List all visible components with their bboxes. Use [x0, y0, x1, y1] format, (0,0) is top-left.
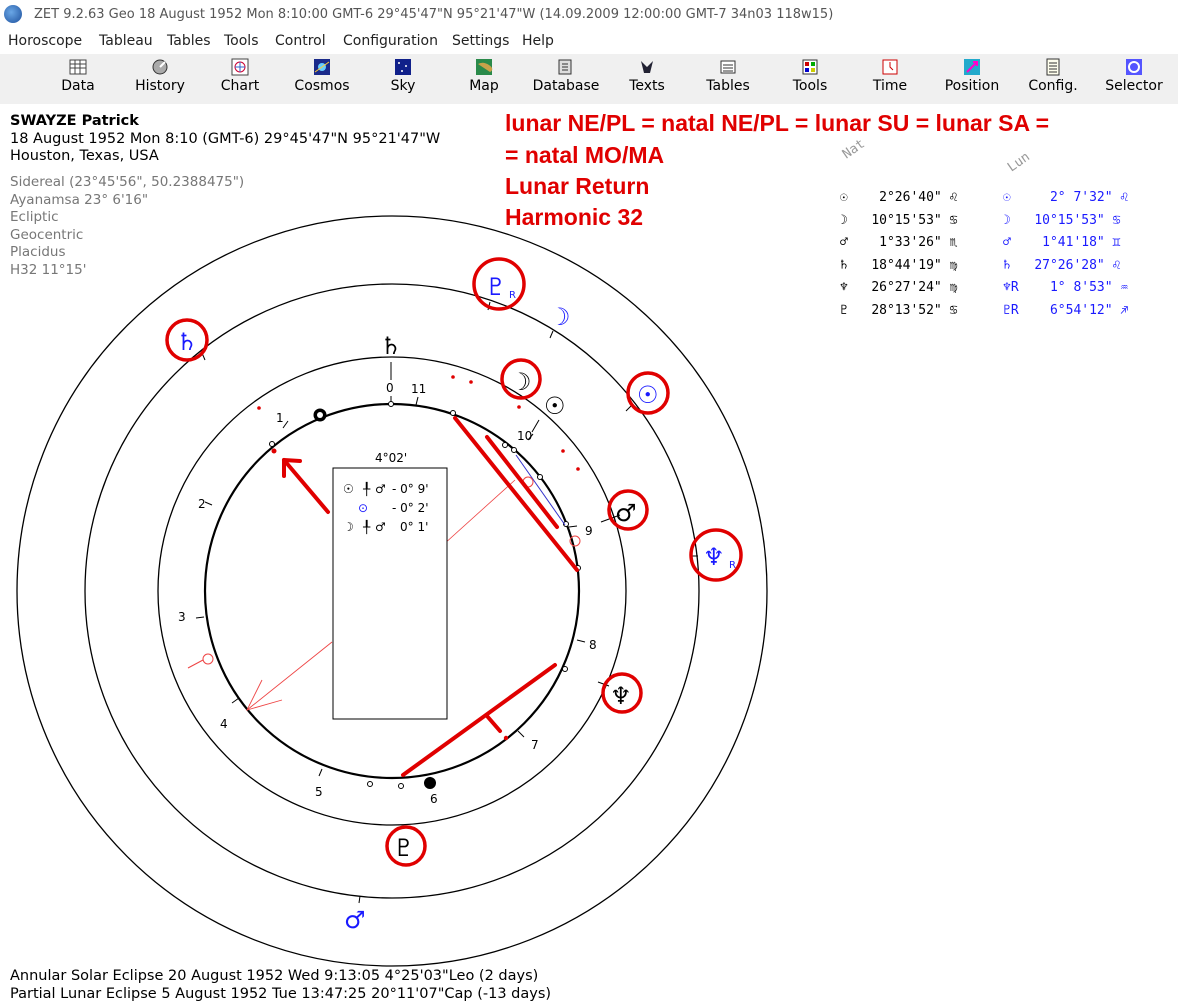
setting-ayanamsa: Ayanamsa 23° 6'16": [10, 192, 149, 208]
virgo-icon: ♍: [949, 280, 958, 295]
eclipse-solar: Annular Solar Eclipse 20 August 1952 Wed 9:13:05 4°25'03"Leo (2 days): [10, 968, 539, 984]
leo-icon: ♌: [1112, 257, 1121, 273]
natal-mars-value: 1°33'26": [879, 235, 942, 250]
menu-control[interactable]: Control: [275, 33, 326, 49]
house-5-label: 5: [315, 785, 323, 799]
toolbar-texts-label: Texts: [629, 78, 665, 94]
natal-sun-value: 2°26'40": [879, 190, 942, 205]
setting-sidereal: Sidereal (23°45'56", 50.2388475"): [10, 174, 245, 190]
aspect-line-2: [516, 455, 565, 525]
setting-ecliptic: Ecliptic: [10, 209, 59, 225]
lunar-neptune-value: 1° 8'53": [1049, 280, 1113, 295]
annotation-line-3: Lunar Return: [505, 173, 650, 199]
pluto-glyph-icon: ♇R: [1003, 302, 1019, 318]
lunar-pluto-icon: ♇: [485, 273, 507, 301]
natal-mars-icon: ♂: [615, 499, 637, 527]
saturn-glyph-icon: ♄: [840, 257, 848, 273]
lunar-pluto-retro-label: R: [509, 290, 516, 301]
toolbar-tables-label: Tables: [706, 78, 750, 94]
menu-configuration[interactable]: Configuration: [343, 33, 438, 49]
sagittarius-icon: ♐: [1120, 302, 1129, 318]
natal-moon-value: 10°15'53": [871, 212, 942, 228]
aquarius-icon: ♒: [1120, 280, 1129, 295]
lunar-header: Lun: [1005, 149, 1033, 176]
house-0-label: 0: [386, 381, 394, 395]
menu-horoscope[interactable]: Horoscope: [8, 33, 83, 49]
lunar-neptune-retro-label: R: [729, 560, 736, 571]
arrow-line: [247, 642, 332, 710]
toolbar-tools-label: Tools: [792, 78, 828, 94]
window-title: ZET 9.2.63 Geo 18 August 1952 Mon 8:10:00 GMT-6 29°45'47"N 95°21'47"W (14.09.2009 12:00:00 GMT-7 34n03 118w15): [34, 7, 834, 22]
setting-geocentric: Geocentric: [10, 227, 84, 243]
annotation-line-1: lunar NE/PL = natal NE/PL = lunar SU = lunar SA =: [505, 110, 1050, 136]
descendant-marker: [424, 777, 436, 789]
natal-saturn-value: 18°44'19": [871, 257, 942, 273]
toolbar-history-label: History: [135, 78, 185, 94]
aspect-row-1-a: ☉: [343, 482, 354, 496]
aspect-row-1-val: - 0° 9': [392, 482, 429, 496]
natal-pluto-icon: ♇: [393, 834, 415, 862]
aspect-row-3-val: 0° 1': [400, 520, 429, 534]
lunar-mars-value: 1°41'18": [1042, 235, 1105, 250]
virgo-icon: ♍: [949, 257, 958, 273]
toolbar-time-label: Time: [872, 78, 908, 94]
lunar-moon-value: 10°15'53": [1034, 212, 1105, 228]
leo-icon: ♌: [1120, 190, 1129, 205]
lunar-saturn-value: 27°26'28": [1034, 257, 1105, 273]
natal-pluto-value: 28°13'52": [871, 302, 942, 318]
cancer-icon: ♋: [949, 212, 958, 228]
orb-label: 4°02': [375, 451, 408, 465]
aspect-tick: [188, 660, 203, 668]
moon-glyph-icon: ☽: [1003, 212, 1011, 228]
lunar-mars-pointer: [359, 896, 360, 903]
lunar-mars-icon: ♂: [344, 906, 366, 934]
lunar-sun-icon: ☉: [637, 381, 659, 409]
lunar-moon-icon: ☽: [549, 303, 571, 331]
cancer-icon: ♋: [949, 302, 958, 318]
toolbar-database-label: Database: [532, 78, 600, 94]
neptune-glyph-icon: ♆R: [1003, 280, 1019, 295]
aspect-row-3-asp: ╀: [363, 520, 371, 534]
toolbar-config-label: Config.: [1028, 78, 1078, 94]
mars-glyph-icon: ♂: [840, 235, 848, 250]
aspect-row-2-val: - 0° 2': [392, 501, 429, 515]
toolbar-position-label: Position: [944, 78, 1000, 94]
annotation-line-2: = natal MO/MA: [505, 142, 665, 168]
highlight-circles: [167, 259, 741, 865]
lunar-moon-pointer: [550, 331, 553, 338]
house-1-label: 1: [276, 411, 284, 425]
annotation-line-4: Harmonic 32: [505, 204, 644, 230]
natal-neptune-icon: ♆: [610, 682, 632, 710]
sun-pointer: [532, 420, 539, 432]
setting-harmonic: H32 11°15': [10, 262, 87, 278]
aspect-row-1-b: ♂: [375, 482, 386, 496]
person-datetime: 18 August 1952 Mon 8:10 (GMT-6) 29°45'47"N 95°21'47"W: [10, 131, 441, 147]
aspect-node-3: [203, 654, 213, 664]
natal-neptune-value: 26°27'24": [871, 280, 942, 295]
moon-glyph-icon: ☽: [840, 212, 848, 228]
aspect-row-3-b: ♂: [375, 520, 386, 534]
scorpio-icon: ♏: [949, 235, 958, 250]
house-10-label: 10: [517, 429, 533, 443]
sun-glyph-icon: ☉: [840, 190, 848, 205]
ascendant-marker-center: [317, 412, 323, 418]
toolbar-map-label: Map: [469, 78, 499, 94]
lunar-neptune-icon: ♆: [703, 543, 725, 571]
menu-tableau[interactable]: Tableau: [99, 33, 153, 49]
toolbar-cosmos-label: Cosmos: [294, 78, 350, 94]
house-4-label: 4: [220, 717, 228, 731]
lunar-saturn-icon: ♄: [176, 328, 198, 356]
eclipse-lunar: Partial Lunar Eclipse 5 August 1952 Tue 13:47:25 20°11'07"Cap (-13 days): [10, 986, 552, 1002]
natal-saturn-icon: ♄: [380, 332, 402, 360]
aspect-row-1-asp: ╀: [363, 482, 371, 496]
lunar-pluto-value: 6°54'12": [1049, 302, 1113, 318]
lunar-sun-value: 2° 7'32": [1049, 190, 1113, 205]
cancer-icon: ♋: [1112, 212, 1121, 228]
house-11-label: 11: [411, 382, 427, 396]
aspect-box: [333, 468, 447, 719]
toolbar-selector-label: Selector: [1105, 78, 1163, 94]
aspect-row-3-a: ☽: [343, 520, 354, 534]
saturn-glyph-icon: ♄: [1003, 257, 1011, 273]
menu-settings[interactable]: Settings: [452, 33, 510, 49]
sun-glyph-icon: ☉: [1003, 190, 1011, 205]
toolbar-chart-label: Chart: [220, 78, 260, 94]
house-2-label: 2: [198, 497, 206, 511]
natal-header: Nat: [840, 136, 868, 163]
house-9-label: 9: [585, 524, 593, 538]
house-3-label: 3: [178, 610, 186, 624]
house-8-label: 8: [589, 638, 597, 652]
setting-placidus: Placidus: [10, 244, 66, 260]
neptune-glyph-icon: ♆: [840, 280, 848, 295]
person-place: Houston, Texas, USA: [10, 148, 159, 164]
menu-tables[interactable]: Tables: [167, 33, 211, 49]
gemini-icon: ♊: [1112, 235, 1121, 250]
person-name: SWAYZE Patrick: [10, 113, 139, 129]
pluto-glyph-icon: ♇: [840, 302, 848, 318]
menu-tools[interactable]: Tools: [224, 33, 259, 49]
house-6-label: 6: [430, 792, 438, 806]
house-7-label: 7: [531, 738, 539, 752]
aspect-row-2-a: ⊙: [358, 501, 369, 515]
mars-glyph-icon: ♂: [1003, 235, 1011, 250]
leo-icon: ♌: [949, 190, 958, 205]
menu-help[interactable]: Help: [522, 33, 554, 49]
natal-moon-icon: ☽: [510, 368, 532, 396]
natal-sun-icon: ☉: [544, 392, 566, 420]
toolbar-sky-label: Sky: [390, 78, 416, 94]
toolbar-data-label: Data: [61, 78, 95, 94]
